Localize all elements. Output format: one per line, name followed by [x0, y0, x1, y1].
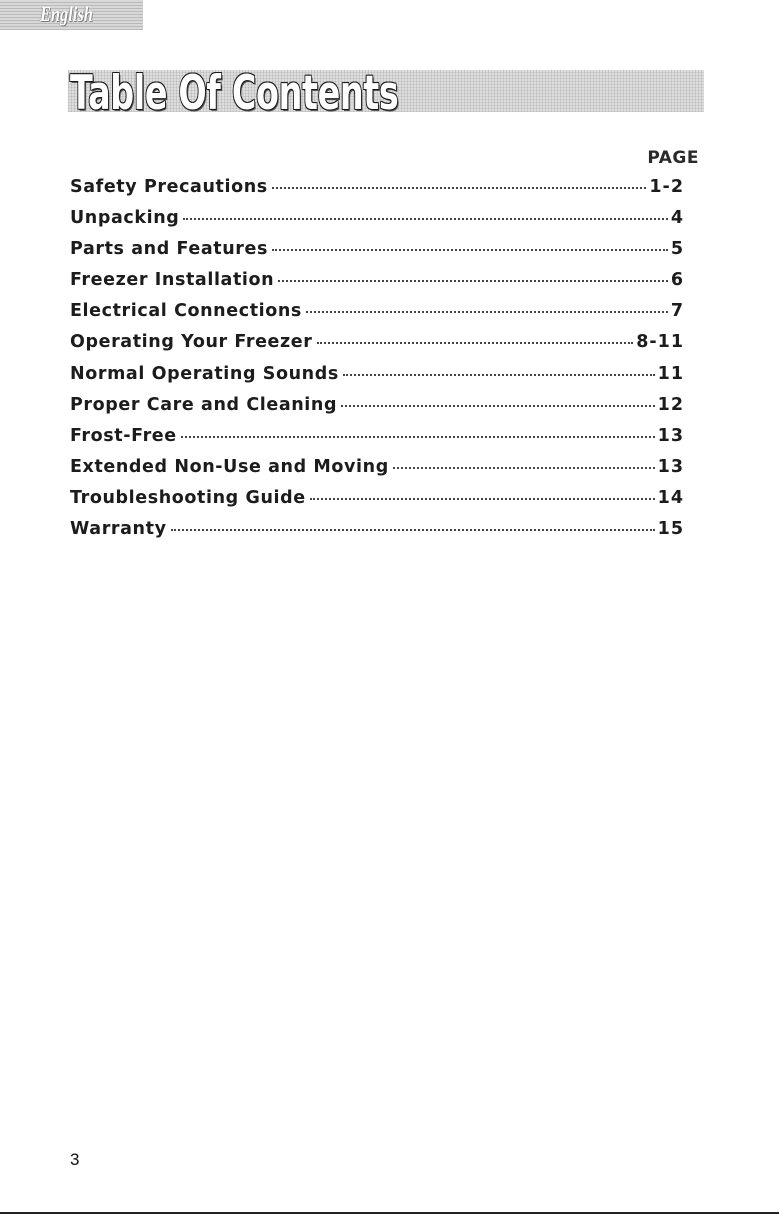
- toc-entry-label: Troubleshooting Guide: [70, 487, 306, 508]
- toc-entry-label: Normal Operating Sounds: [70, 363, 339, 384]
- toc-entry-label: Extended Non-Use and Moving: [70, 456, 389, 477]
- toc-entry-label: Proper Care and Cleaning: [70, 394, 338, 415]
- toc-entry: [70, 239, 684, 270]
- toc-entry: [70, 208, 684, 239]
- toc-entry-label: Warranty: [70, 519, 167, 540]
- toc-entry-label: Safety Precautions: [70, 177, 268, 197]
- dot-leader: [272, 187, 647, 189]
- toc-entry: [70, 301, 684, 332]
- dot-leader: [183, 218, 667, 220]
- page-number: 3: [70, 1150, 80, 1169]
- toc-entry-page: 6: [670, 270, 684, 291]
- dot-leader: [171, 529, 655, 531]
- page-column-header: PAGE: [647, 148, 699, 168]
- toc-entry: [70, 488, 684, 519]
- toc-entry-page: 12: [657, 394, 684, 415]
- toc-entry: [70, 270, 684, 301]
- toc-entry: [70, 426, 684, 457]
- dot-leader: [181, 436, 655, 438]
- dot-leader: [341, 405, 655, 407]
- dot-leader: [343, 374, 655, 376]
- toc-entry-page: 11: [657, 363, 684, 384]
- toc-entry: [70, 457, 684, 488]
- toc-entry-label: Operating Your Freezer: [70, 332, 313, 353]
- table-of-contents: [70, 177, 684, 550]
- toc-entry: [70, 519, 684, 550]
- toc-entry-page: 8-11: [636, 332, 684, 353]
- toc-entry: [70, 332, 684, 363]
- toc-entry-page: 13: [657, 456, 684, 477]
- toc-entry-page: 13: [657, 425, 684, 446]
- toc-entry: [70, 395, 684, 426]
- bottom-rule: [0, 1212, 779, 1214]
- toc-entry-label: Parts and Features: [70, 239, 269, 260]
- toc-entry-page: 1-2: [649, 177, 684, 197]
- toc-entry-page: 5: [670, 239, 684, 260]
- page-title: Table Of Contents: [70, 66, 399, 121]
- dot-leader: [317, 342, 634, 344]
- dot-leader: [310, 498, 655, 500]
- toc-entry-label: Freezer Installation: [70, 270, 275, 291]
- toc-entry: [70, 177, 684, 208]
- language-tab: [0, 0, 143, 30]
- toc-entry-page: 7: [670, 301, 684, 322]
- dot-leader: [272, 249, 668, 251]
- language-tab-label: English: [40, 2, 93, 26]
- toc-entry-page: 14: [657, 487, 684, 508]
- toc-entry-label: Electrical Connections: [70, 301, 302, 322]
- toc-entry-label: Unpacking: [70, 208, 180, 229]
- toc-entry-page: 4: [670, 208, 684, 229]
- toc-entry-label: Frost-Free: [70, 425, 177, 446]
- dot-leader: [306, 311, 668, 313]
- toc-entry-page: 15: [657, 519, 684, 540]
- dot-leader: [393, 467, 655, 469]
- dot-leader: [278, 280, 668, 282]
- toc-entry: [70, 364, 684, 395]
